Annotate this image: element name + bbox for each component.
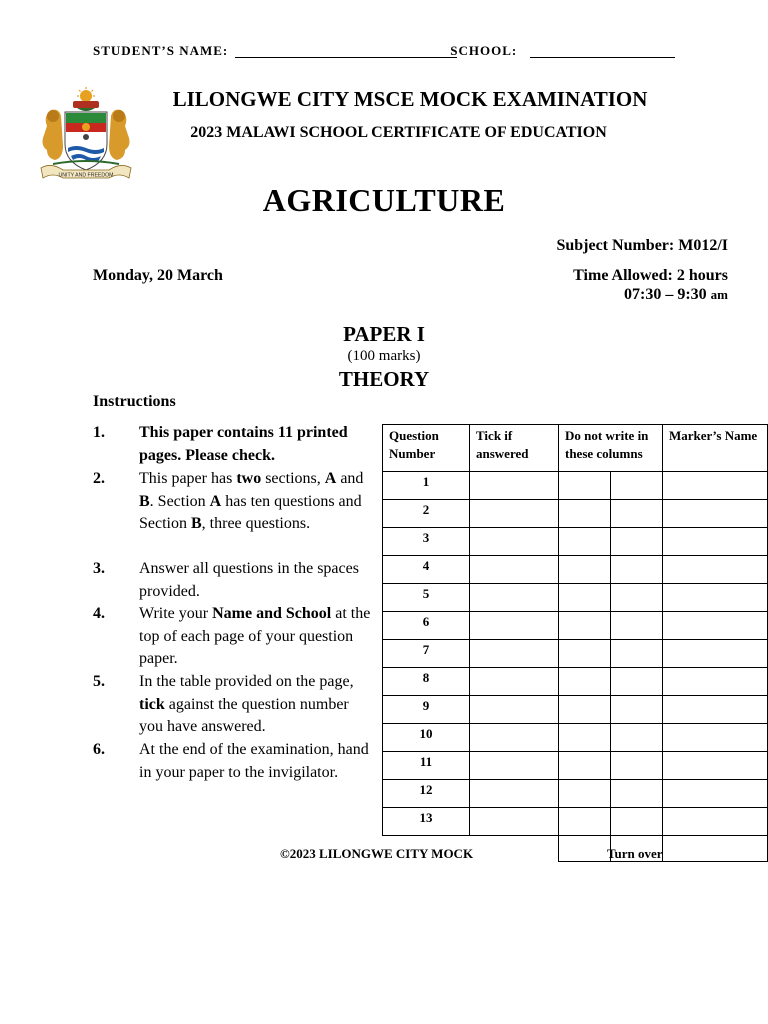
instructions-heading: Instructions <box>93 393 176 410</box>
marker-name-cell[interactable] <box>663 584 768 612</box>
marker-name-cell[interactable] <box>663 696 768 724</box>
time-ampm: am <box>710 287 728 302</box>
instruction-item <box>93 739 373 784</box>
marker-name-cell[interactable] <box>663 640 768 668</box>
marks-cell[interactable] <box>559 696 611 724</box>
instruction-text: Write your Name and School at the top of each page of your question paper. <box>139 605 371 667</box>
marker-name-cell[interactable] <box>663 472 768 500</box>
total-cell[interactable] <box>663 836 768 862</box>
turn-over-label: Turn over <box>607 846 663 861</box>
footer-copyright: ©2023 LILONGWE CITY MOCK <box>280 846 474 861</box>
table-row <box>383 724 768 752</box>
paper-type: THEORY <box>338 367 430 391</box>
instruction-number: 5. <box>93 673 105 690</box>
header-do-not-write: Do not write in these columns <box>559 425 663 472</box>
marks-cell[interactable] <box>611 808 663 836</box>
marker-name-cell[interactable] <box>663 752 768 780</box>
question-number-cell: 10 <box>383 724 470 752</box>
instruction-item <box>93 468 373 536</box>
instruction-text: Answer all questions in the spaces provided. <box>139 560 359 600</box>
marks-cell[interactable] <box>559 472 611 500</box>
instruction-item <box>93 422 373 467</box>
tick-cell[interactable] <box>470 696 559 724</box>
instruction-number: 6. <box>93 741 105 758</box>
exam-title: LILONGWE CITY MSCE MOCK EXAMINATION <box>172 87 648 111</box>
marks-cell[interactable] <box>559 528 611 556</box>
table-row <box>383 780 768 808</box>
marker-name-cell[interactable] <box>663 528 768 556</box>
marker-name-cell[interactable] <box>663 500 768 528</box>
question-number-cell: 2 <box>383 500 470 528</box>
instruction-number: 2. <box>93 470 105 487</box>
table-row <box>383 752 768 780</box>
marks-cell[interactable] <box>611 528 663 556</box>
instruction-text: In the table provided on the page, tick against the question number you have answered. <box>139 673 354 735</box>
marks-cell[interactable] <box>559 724 611 752</box>
instruction-item <box>93 671 373 739</box>
table-row <box>383 668 768 696</box>
table-row <box>383 584 768 612</box>
marks-cell[interactable] <box>559 640 611 668</box>
question-number-cell: 9 <box>383 696 470 724</box>
question-number-cell: 1 <box>383 472 470 500</box>
marker-name-cell[interactable] <box>663 808 768 836</box>
tick-cell[interactable] <box>470 640 559 668</box>
instruction-text: This paper contains 11 printed pages. Please check. <box>139 424 348 464</box>
instruction-number: 3. <box>93 560 105 577</box>
question-tick-table <box>382 424 768 862</box>
instruction-text: At the end of the examination, hand in your paper to the invigilator. <box>139 741 369 781</box>
tick-cell[interactable] <box>470 668 559 696</box>
school-name-line[interactable] <box>530 57 675 58</box>
tick-cell[interactable] <box>470 752 559 780</box>
instruction-number: 1. <box>93 424 105 441</box>
marks-cell[interactable] <box>611 640 663 668</box>
question-number-cell: 4 <box>383 556 470 584</box>
marks-cell[interactable] <box>559 752 611 780</box>
marks-cell[interactable] <box>611 696 663 724</box>
question-number-cell: 3 <box>383 528 470 556</box>
marks-cell[interactable] <box>559 780 611 808</box>
question-number-cell: 12 <box>383 780 470 808</box>
marks-cell[interactable] <box>559 500 611 528</box>
table-row <box>383 500 768 528</box>
marks-cell[interactable] <box>559 556 611 584</box>
marks-cell[interactable] <box>611 500 663 528</box>
tick-cell[interactable] <box>470 556 559 584</box>
instruction-item <box>93 603 373 671</box>
student-name-label: STUDENT’S NAME: <box>93 43 229 58</box>
school-label: SCHOOL: <box>450 43 518 58</box>
coat-of-arms-icon <box>33 86 139 186</box>
tick-cell[interactable] <box>470 808 559 836</box>
exam-date: Monday, 20 March <box>93 267 223 284</box>
marker-name-cell[interactable] <box>663 724 768 752</box>
marks-cell[interactable] <box>611 556 663 584</box>
instruction-item <box>93 558 373 603</box>
subject-title: AGRICULTURE <box>262 182 506 218</box>
marks-cell[interactable] <box>559 808 611 836</box>
subject-number: Subject Number: M012/I <box>556 237 728 254</box>
question-number-cell: 11 <box>383 752 470 780</box>
marks-cell[interactable] <box>559 584 611 612</box>
question-number-cell: 5 <box>383 584 470 612</box>
marks-cell[interactable] <box>611 780 663 808</box>
marks-cell[interactable] <box>559 668 611 696</box>
table-row <box>383 808 768 836</box>
tick-cell[interactable] <box>470 780 559 808</box>
table-row <box>383 640 768 668</box>
marker-name-cell[interactable] <box>663 668 768 696</box>
tick-cell[interactable] <box>470 584 559 612</box>
question-number-cell: 6 <box>383 612 470 640</box>
instruction-text: This paper has two sections, A and B. Section A has ten questions and Section B, three questions. <box>139 470 364 532</box>
time-allowed: Time Allowed: 2 hours <box>573 267 728 284</box>
tick-cell[interactable] <box>470 500 559 528</box>
marks-cell[interactable] <box>611 724 663 752</box>
tick-cell[interactable] <box>470 528 559 556</box>
marks-cell[interactable] <box>611 668 663 696</box>
tick-cell[interactable] <box>470 612 559 640</box>
question-number-cell: 8 <box>383 668 470 696</box>
marks-cell[interactable] <box>611 472 663 500</box>
time-range <box>624 286 728 304</box>
header-question-number: Question Number <box>383 425 470 472</box>
student-name-line[interactable] <box>235 57 457 58</box>
marks-cell[interactable] <box>559 612 611 640</box>
question-number-cell: 7 <box>383 640 470 668</box>
header-tick-if-answered: Tick if answered <box>470 425 559 472</box>
table-row <box>383 612 768 640</box>
tick-cell[interactable] <box>470 472 559 500</box>
tick-cell[interactable] <box>470 724 559 752</box>
header-markers-name: Marker’s Name <box>663 425 768 472</box>
marker-name-cell[interactable] <box>663 780 768 808</box>
table-row <box>383 556 768 584</box>
table-row <box>383 696 768 724</box>
time-range-value: 07:30 – 9:30 <box>624 286 707 303</box>
instruction-number: 4. <box>93 605 105 622</box>
table-row <box>383 528 768 556</box>
crest-motto: UNITY AND FREEDOM <box>58 172 114 179</box>
marker-name-cell[interactable] <box>663 612 768 640</box>
marks-cell[interactable] <box>611 612 663 640</box>
exam-subtitle: 2023 MALAWI SCHOOL CERTIFICATE OF EDUCATION <box>190 124 607 141</box>
question-number-cell: 13 <box>383 808 470 836</box>
paper-marks: (100 marks) <box>347 348 421 364</box>
table-row <box>383 472 768 500</box>
total-cell[interactable] <box>559 836 611 862</box>
paper-name: PAPER I <box>343 322 425 346</box>
marks-cell[interactable] <box>611 584 663 612</box>
marker-name-cell[interactable] <box>663 556 768 584</box>
marks-cell[interactable] <box>611 752 663 780</box>
